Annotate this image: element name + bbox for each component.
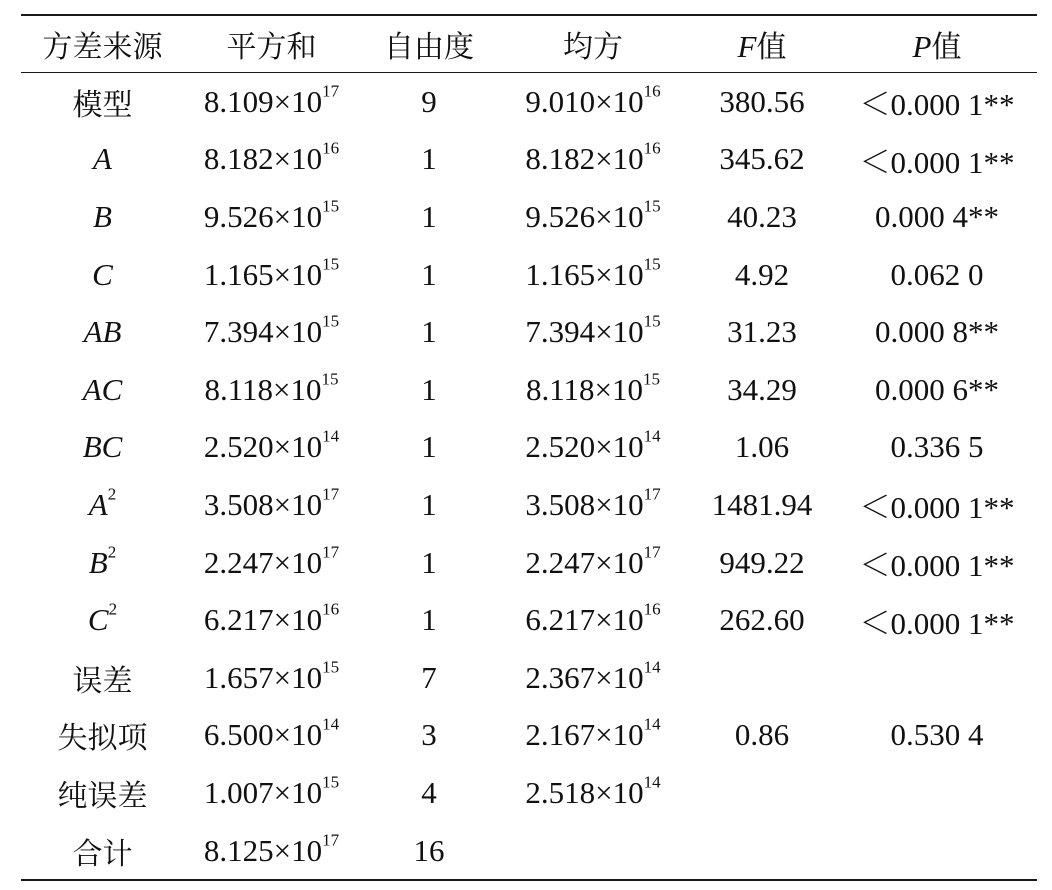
cell-p-value: 0.336 5: [890, 429, 984, 465]
cell-sum-of-squares-exponent: 15: [322, 311, 340, 331]
cell-sum-of-squares-mantissa: 7.394×10: [203, 314, 323, 350]
cell-sum-of-squares-exponent: 15: [322, 772, 340, 792]
source-label: 误差: [72, 663, 133, 699]
cell-sum-of-squares-mantissa: 2.247×10: [203, 544, 323, 580]
cell-f-value: [687, 822, 837, 881]
cell-p-value: 0.000 6**: [875, 371, 999, 407]
cell-sum-of-squares-mantissa: 8.125×10: [203, 832, 323, 868]
cell-p-value: ＜0.000 1**: [859, 144, 1015, 180]
cell-mean-square: [499, 476, 687, 534]
table-header: [21, 15, 1037, 73]
cell-p-value: [837, 649, 1037, 707]
source-label: AB: [83, 314, 122, 350]
cell-sum-of-squares: [184, 707, 359, 765]
cell-mean-square: [499, 246, 687, 304]
table-row: [21, 361, 1037, 419]
source-superscript: 2: [107, 484, 117, 504]
cell-mean-square: [499, 73, 687, 131]
cell-p-value: [837, 822, 1037, 881]
cell-mean-square-mantissa: 8.118×10: [525, 371, 644, 407]
cell-p-value: 0.062 0: [890, 256, 984, 292]
source-superscript: 2: [107, 542, 117, 562]
header-p-value: [837, 15, 1037, 73]
cell-f-value: 949.22: [719, 544, 805, 580]
cell-source: [21, 822, 184, 881]
cell-mean-square-mantissa: 2.167×10: [525, 717, 644, 753]
cell-degrees-of-freedom: 16: [413, 832, 445, 868]
table-row: [21, 591, 1037, 649]
cell-sum-of-squares-exponent: 14: [322, 714, 340, 734]
source-label: C: [92, 256, 113, 292]
header-row: [21, 15, 1037, 73]
cell-sum-of-squares: [184, 419, 359, 477]
cell-mean-square-exponent: 14: [643, 772, 661, 792]
cell-source: [21, 188, 184, 246]
cell-mean-square-mantissa: 9.526×10: [525, 198, 644, 234]
cell-mean-square-exponent: 15: [643, 196, 661, 216]
cell-f-value: 0.86: [734, 717, 790, 753]
header-p-suffix: 值: [931, 30, 962, 65]
cell-sum-of-squares-exponent: 16: [322, 139, 340, 159]
source-label: BC: [82, 429, 123, 465]
source-label: 纯误差: [57, 778, 148, 814]
cell-sum-of-squares: [184, 303, 359, 361]
cell-source: [21, 361, 184, 419]
cell-degrees-of-freedom: 4: [421, 774, 437, 810]
cell-source: [21, 707, 184, 765]
anova-table-container: [21, 14, 1037, 881]
cell-sum-of-squares-exponent: 15: [321, 369, 339, 389]
source-label: A: [88, 486, 108, 522]
cell-mean-square-exponent: 17: [643, 484, 661, 504]
table-row: [21, 476, 1037, 534]
cell-mean-square-exponent: 16: [643, 599, 661, 619]
cell-mean-square: [499, 707, 687, 765]
cell-mean-square-exponent: 14: [643, 714, 661, 734]
cell-mean-square: [499, 303, 687, 361]
cell-sum-of-squares-mantissa: 8.118×10: [204, 371, 322, 407]
source-label: B: [93, 198, 112, 234]
cell-f-value: [687, 764, 837, 822]
cell-sum-of-squares: [184, 534, 359, 592]
cell-source: [21, 591, 184, 649]
table-row: [21, 707, 1037, 765]
table-row: [21, 246, 1037, 304]
cell-degrees-of-freedom: 1: [421, 141, 437, 177]
cell-sum-of-squares: [184, 649, 359, 707]
cell-sum-of-squares-exponent: 15: [322, 254, 340, 274]
cell-source: [21, 534, 184, 592]
cell-mean-square: [499, 649, 687, 707]
cell-mean-square: [499, 764, 687, 822]
cell-sum-of-squares: [184, 361, 359, 419]
cell-sum-of-squares: [184, 476, 359, 534]
cell-sum-of-squares-exponent: 17: [322, 542, 340, 562]
cell-p-value: ＜0.000 1**: [859, 490, 1015, 526]
cell-sum-of-squares: [184, 591, 359, 649]
cell-sum-of-squares: [184, 73, 359, 131]
cell-sum-of-squares: [184, 822, 359, 881]
cell-p-value: [837, 764, 1037, 822]
header-degrees-of-freedom: 自由度: [384, 30, 474, 65]
source-label: B: [88, 544, 108, 580]
cell-sum-of-squares: [184, 246, 359, 304]
table-row: [21, 534, 1037, 592]
cell-degrees-of-freedom: 3: [421, 717, 437, 753]
cell-p-value: 0.530 4: [890, 717, 984, 753]
cell-sum-of-squares-mantissa: 6.217×10: [203, 602, 323, 638]
cell-p-value: 0.000 4**: [875, 198, 999, 234]
table-row: [21, 73, 1037, 131]
cell-source: [21, 131, 184, 189]
cell-degrees-of-freedom: 1: [421, 486, 437, 522]
header-source: 方差来源: [42, 30, 163, 65]
header-sum-of-squares: 平方和: [226, 30, 317, 65]
cell-sum-of-squares-mantissa: 1.657×10: [203, 659, 323, 695]
cell-mean-square-exponent: 16: [643, 139, 661, 159]
cell-degrees-of-freedom: 1: [421, 544, 437, 580]
cell-degrees-of-freedom: 1: [421, 429, 437, 465]
cell-degrees-of-freedom: 9: [421, 83, 437, 119]
source-label: 模型: [72, 87, 133, 123]
cell-source: [21, 73, 184, 131]
header-mean-square: 均方: [563, 30, 623, 65]
cell-sum-of-squares-exponent: 17: [322, 484, 340, 504]
cell-sum-of-squares: [184, 764, 359, 822]
cell-mean-square-mantissa: 6.217×10: [525, 602, 644, 638]
cell-mean-square: [499, 822, 687, 881]
table-row: [21, 188, 1037, 246]
cell-mean-square: [499, 591, 687, 649]
cell-mean-square-mantissa: 9.010×10: [525, 83, 644, 119]
cell-mean-square-mantissa: 2.520×10: [525, 429, 644, 465]
cell-sum-of-squares: [184, 131, 359, 189]
cell-mean-square: [499, 534, 687, 592]
header-p-letter: P: [912, 29, 932, 64]
cell-mean-square-mantissa: 2.247×10: [525, 544, 644, 580]
cell-degrees-of-freedom: 1: [421, 256, 437, 292]
cell-source: [21, 649, 184, 707]
cell-mean-square-exponent: 15: [643, 369, 661, 389]
cell-mean-square-mantissa: 2.518×10: [525, 774, 644, 810]
cell-sum-of-squares-exponent: 15: [322, 196, 340, 216]
cell-mean-square-exponent: 15: [643, 254, 661, 274]
cell-mean-square-mantissa: 3.508×10: [525, 486, 644, 522]
cell-source: [21, 764, 184, 822]
table-row: [21, 649, 1037, 707]
cell-degrees-of-freedom: 7: [421, 659, 437, 695]
cell-source: [21, 246, 184, 304]
cell-f-value: 380.56: [719, 83, 805, 119]
cell-sum-of-squares-mantissa: 2.520×10: [203, 429, 323, 465]
cell-f-value: 40.23: [727, 198, 797, 234]
cell-f-value: 1.06: [734, 429, 790, 465]
cell-f-value: 31.23: [727, 314, 797, 350]
header-f-suffix: 值: [756, 30, 787, 65]
cell-mean-square-mantissa: 8.182×10: [525, 141, 644, 177]
cell-sum-of-squares-exponent: 15: [322, 657, 340, 677]
cell-mean-square-mantissa: 1.165×10: [525, 256, 644, 292]
cell-sum-of-squares-mantissa: 3.508×10: [203, 486, 323, 522]
cell-mean-square-exponent: 16: [643, 81, 661, 101]
cell-source: [21, 419, 184, 477]
cell-p-value: ＜0.000 1**: [859, 87, 1015, 123]
cell-f-value: 4.92: [734, 256, 790, 292]
cell-mean-square: [499, 188, 687, 246]
cell-sum-of-squares-mantissa: 9.526×10: [203, 198, 323, 234]
header-f-value: [687, 15, 837, 73]
cell-degrees-of-freedom: 1: [421, 371, 437, 407]
source-label: AC: [82, 371, 123, 407]
cell-mean-square-exponent: 14: [643, 657, 661, 677]
cell-sum-of-squares-exponent: 16: [322, 599, 340, 619]
cell-f-value: 34.29: [727, 371, 797, 407]
cell-source: [21, 303, 184, 361]
cell-mean-square-exponent: 17: [643, 542, 661, 562]
source-label: 合计: [72, 836, 133, 872]
cell-sum-of-squares-mantissa: 1.007×10: [203, 774, 323, 810]
table-row: [21, 303, 1037, 361]
cell-p-value: ＜0.000 1**: [859, 548, 1015, 584]
table-row: [21, 419, 1037, 477]
cell-mean-square: [499, 361, 687, 419]
cell-p-value: 0.000 8**: [875, 314, 999, 350]
cell-degrees-of-freedom: 1: [421, 314, 437, 350]
cell-sum-of-squares-mantissa: 8.182×10: [203, 141, 323, 177]
table-row: [21, 131, 1037, 189]
cell-p-value: ＜0.000 1**: [859, 605, 1015, 641]
cell-source: [21, 476, 184, 534]
cell-mean-square-mantissa: 2.367×10: [525, 659, 644, 695]
table-row: [21, 764, 1037, 822]
cell-f-value: [687, 649, 837, 707]
cell-f-value: 262.60: [719, 602, 805, 638]
anova-table: [21, 14, 1037, 881]
cell-sum-of-squares-exponent: 17: [322, 830, 340, 850]
cell-degrees-of-freedom: 1: [421, 602, 437, 638]
cell-mean-square: [499, 419, 687, 477]
cell-f-value: 345.62: [719, 141, 805, 177]
source-label: A: [93, 141, 112, 177]
cell-sum-of-squares-mantissa: 1.165×10: [203, 256, 323, 292]
source-label: C: [87, 602, 109, 638]
cell-sum-of-squares-exponent: 17: [322, 81, 340, 101]
source-superscript: 2: [108, 599, 118, 619]
cell-mean-square-exponent: 15: [643, 311, 661, 331]
source-label: 失拟项: [57, 721, 148, 757]
cell-sum-of-squares-exponent: 14: [322, 427, 340, 447]
cell-sum-of-squares: [184, 188, 359, 246]
cell-mean-square-exponent: 14: [643, 427, 661, 447]
cell-sum-of-squares-mantissa: 6.500×10: [203, 717, 323, 753]
table-row: [21, 822, 1037, 881]
cell-sum-of-squares-mantissa: 8.109×10: [203, 83, 323, 119]
cell-degrees-of-freedom: 1: [421, 198, 437, 234]
cell-f-value: 1481.94: [711, 486, 813, 522]
cell-mean-square: [499, 131, 687, 189]
cell-mean-square-mantissa: 7.394×10: [525, 314, 644, 350]
table-body: [21, 73, 1037, 881]
header-f-letter: F: [737, 29, 757, 64]
